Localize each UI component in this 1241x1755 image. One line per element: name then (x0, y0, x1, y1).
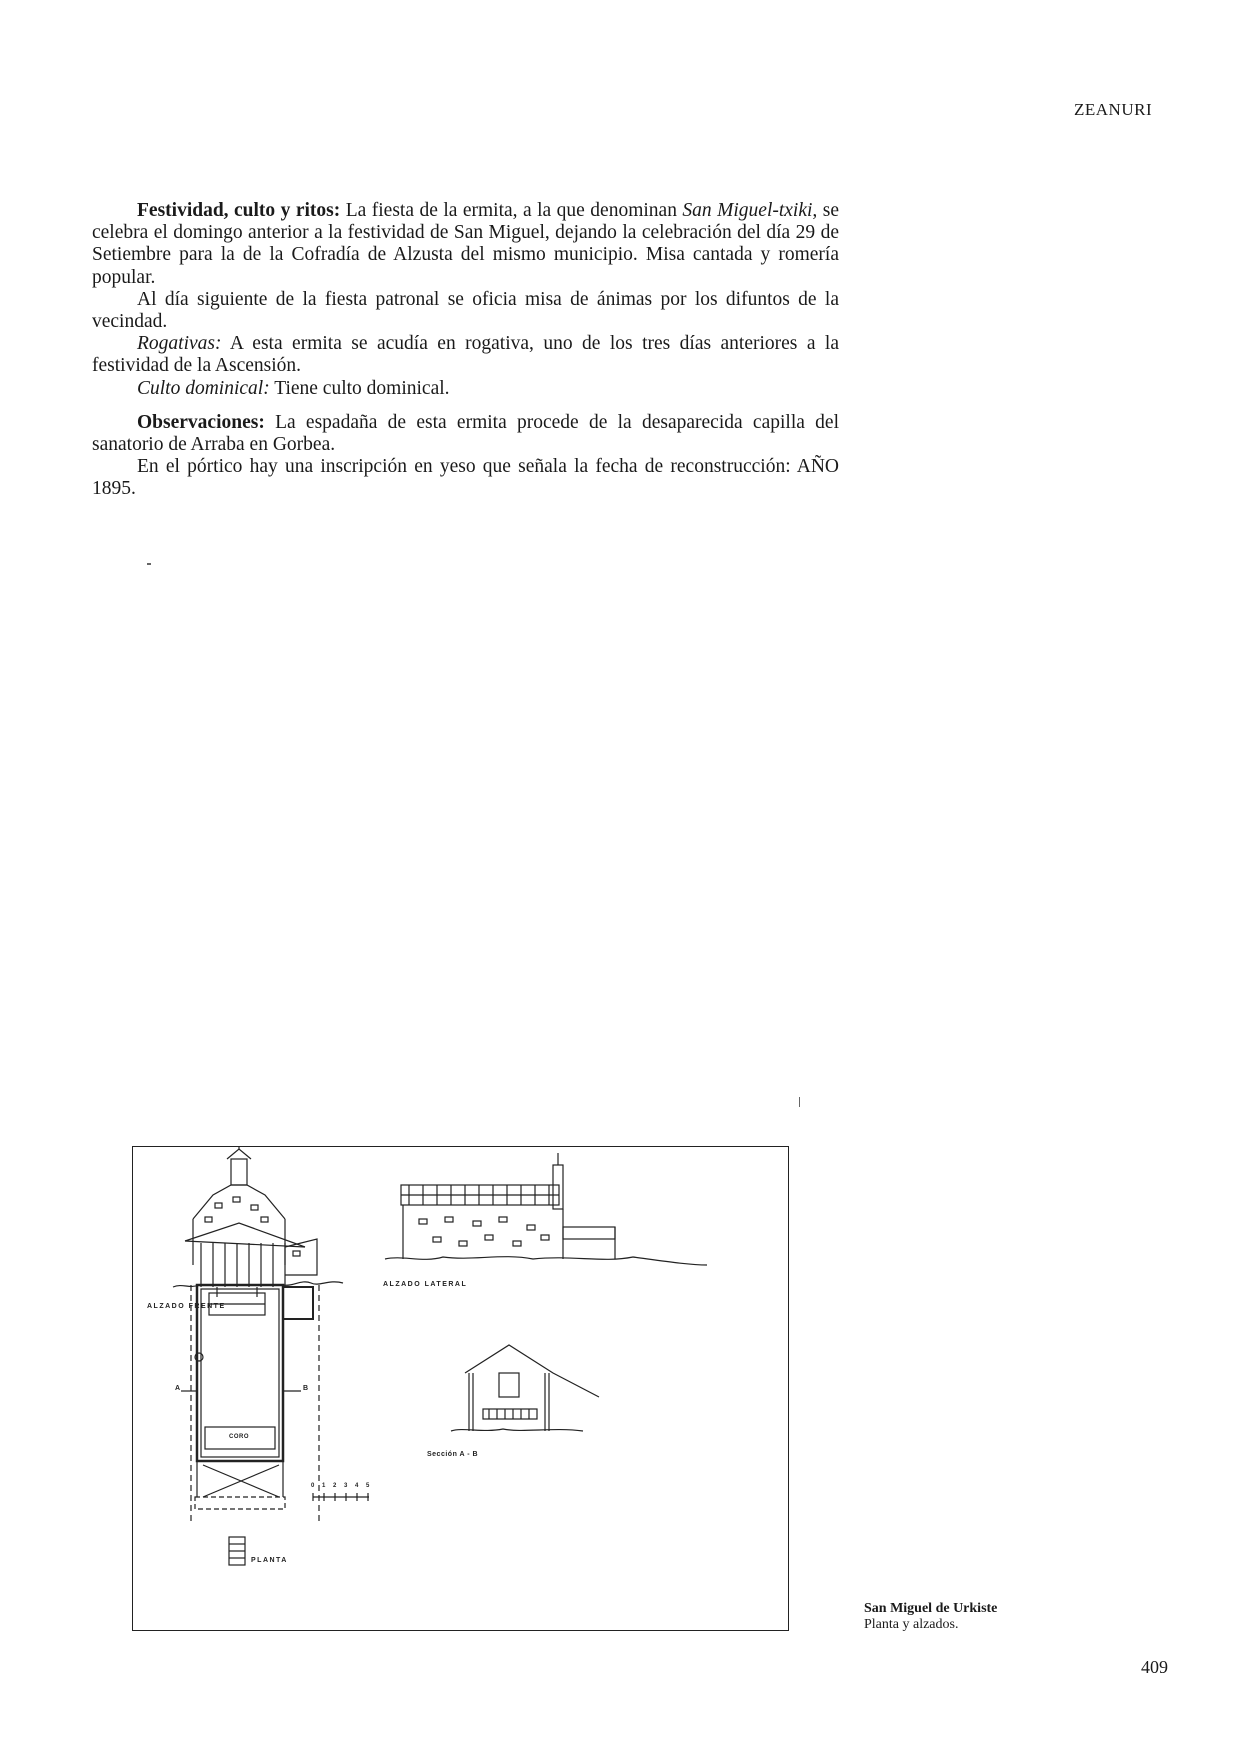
label-scale: 0 1 2 3 4 5 (311, 1483, 373, 1489)
scale-bar-drawing (313, 1493, 369, 1501)
paragraph-inscripcion: En el pórtico hay una inscripción en yeso que señala la fecha de reconstrucción: AÑO 1895. (92, 456, 839, 500)
text: se celebra el domingo anterior a la festividad de San Miguel, dejando la celebración del día 29 de Setiembre para la de la Cofradía de Alzusta del mismo municipio. Misa cantada y romería popular. (92, 200, 840, 288)
paragraph-festividad (92, 200, 839, 289)
page-number: 409 (1141, 1657, 1168, 1677)
paragraph-rogativas (92, 333, 839, 377)
label-rogativas: Rogativas: (137, 333, 222, 355)
body-text (92, 200, 839, 501)
side-elevation-drawing (385, 1153, 707, 1265)
running-head: ZEANURI (1074, 100, 1153, 119)
hermitage-name: San Miguel-txiki, (682, 200, 818, 221)
label-section-b: B (303, 1385, 310, 1392)
label-alzado-lateral: ALZADO LATERAL (383, 1281, 468, 1288)
caption-title: San Miguel de Urkiste (864, 1601, 998, 1616)
label-planta: PLANTA (251, 1557, 288, 1564)
paragraph-animas: Al día siguiente de la fiesta patronal se oficia misa de ánimas por los difuntos de la vecindad. (92, 288, 839, 333)
text: A esta ermita se acudía en rogativa, uno de los tres días anteriores a la festividad de la Ascensión. (92, 333, 839, 377)
label-alzado-frente: ALZADO FRENTE (147, 1303, 226, 1310)
scan-speck (799, 1097, 800, 1107)
scan-speck (147, 563, 151, 565)
text: La fiesta de la ermita, a la que denominan (340, 200, 683, 221)
drawing-svg (133, 1147, 790, 1632)
label-coro: CORO (229, 1434, 249, 1440)
caption-subtitle: Planta y alzados. (864, 1617, 959, 1632)
text: La espadaña de esta ermita procede de la desaparecida capilla del sanatorio de Arraba en Gorbea. (92, 411, 839, 456)
label-seccion: Sección A - B (427, 1451, 479, 1458)
floor-plan-drawing (181, 1285, 319, 1565)
label-section-a: A (175, 1385, 182, 1392)
section-drawing (451, 1345, 599, 1431)
paragraph-culto (92, 378, 839, 400)
paragraph-observaciones (92, 412, 839, 456)
text: Tiene culto dominical. (269, 377, 450, 399)
architectural-drawing (132, 1146, 789, 1631)
heading-observaciones: Observaciones: (137, 411, 265, 433)
label-culto: Culto dominical: (137, 377, 270, 399)
figure-caption (864, 1601, 1084, 1633)
front-elevation-drawing (173, 1147, 343, 1297)
heading-festividad: Festividad, culto y ritos: (137, 200, 341, 221)
